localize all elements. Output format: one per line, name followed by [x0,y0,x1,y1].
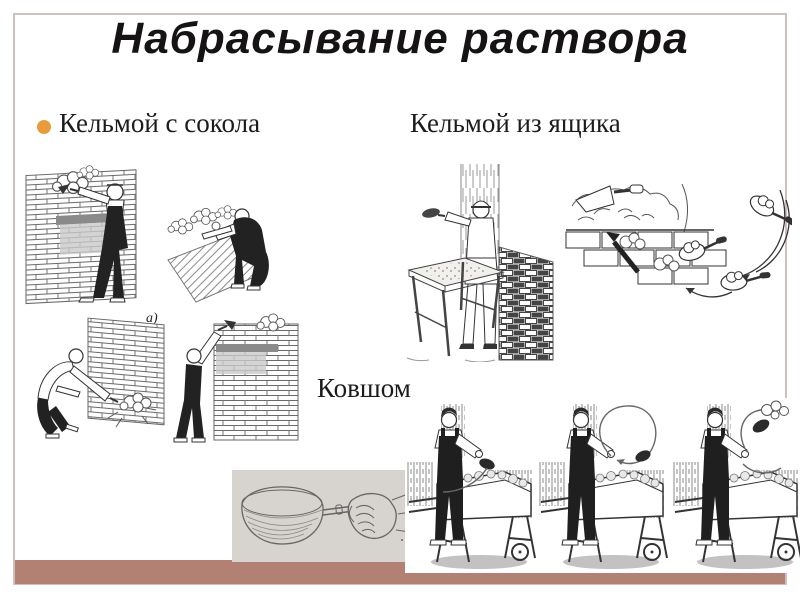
scene-bent-throw [37,318,164,438]
worker-cart-3 [673,401,800,569]
figure-throw-motion-illustration [564,176,792,306]
label-trowel-from-box: Кельмой из ящика [410,108,621,138]
figure-ladle-illustration [232,470,410,562]
slide-title: Набрасывание раствора [111,14,689,63]
label-trowel-from-hawk: Кельмой с сокола [59,108,261,138]
figure-trowel-from-box-illustration [405,162,555,362]
scene-throw-forward [26,166,136,304]
embedded-trowel [576,185,643,212]
worker-cart-2 [539,404,667,569]
figure-trowel-from-hawk-illustration [18,160,303,445]
brick-corner [499,247,553,360]
figure-ladle-carts-illustration [405,398,800,573]
scene-crouch-low-wall [168,206,269,302]
scene-reach-high [174,314,298,442]
label-ladle: Ковшом [317,373,411,403]
bullet-marker [37,120,51,134]
figure-sublabel-a: а) [146,311,158,326]
brick-wall-outline [566,230,726,284]
worker-cart-1 [407,404,535,569]
